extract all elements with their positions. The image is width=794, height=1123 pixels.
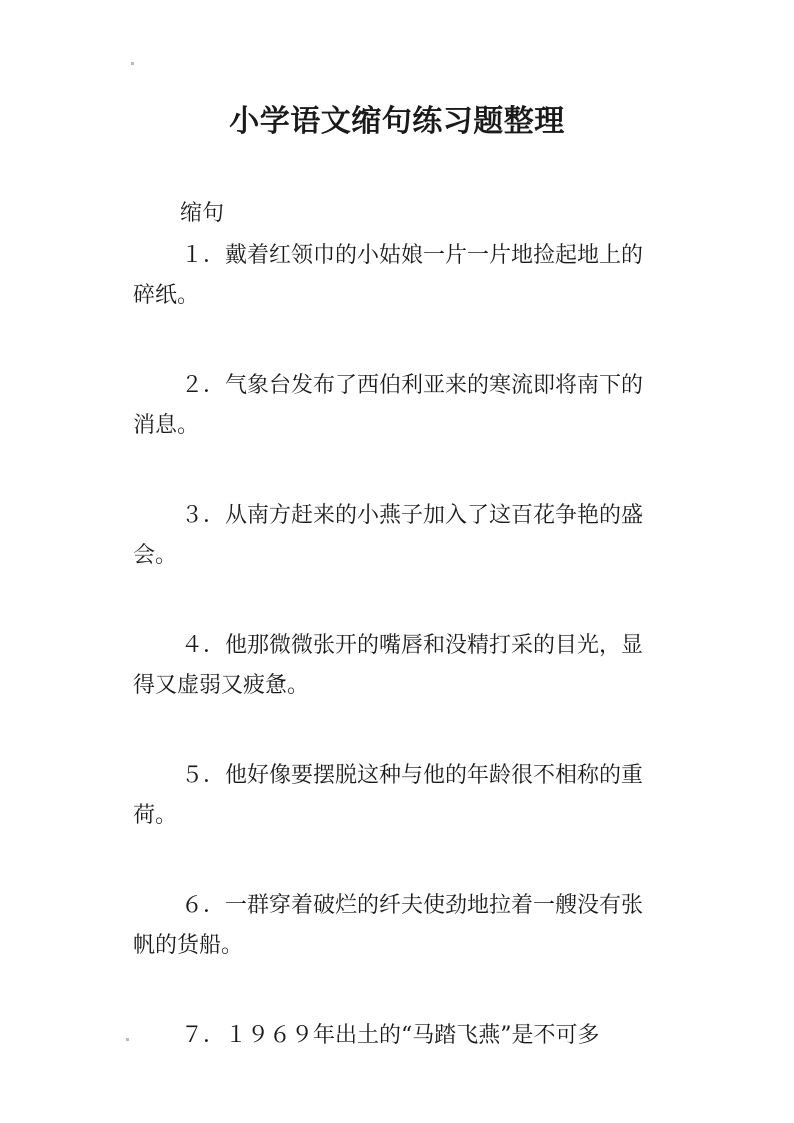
- question-item: ４．他那微微张开的嘴唇和没精打采的目光，显得又虚弱又疲惫。: [133, 633, 644, 698]
- question-item: ６．一群穿着破烂的纤夫使劲地拉着一艘没有张帆的货船。: [133, 893, 644, 958]
- scan-mark-top: [131, 62, 134, 65]
- question-item: ２．气象台发布了西伯利亚来的寒流即将南下的消息。: [133, 373, 644, 438]
- question-item: １．戴着红领巾的小姑娘一片一片地捡起地上的碎纸。: [133, 243, 644, 308]
- question-list: [133, 236, 663, 1106]
- question-item: ３．从南方赶来的小燕子加入了这百花争艳的盛会。: [133, 503, 644, 568]
- scan-mark-bottom: [126, 1038, 129, 1041]
- section-label: 缩句: [180, 201, 225, 226]
- question-item: ７．１９６９年出土的“马踏飞燕”是不可多: [181, 1023, 600, 1048]
- question-item: ５．他好像要摆脱这种与他的年龄很不相称的重荷。: [133, 763, 644, 828]
- document-title: 小学语文缩句练习题整理: [229, 104, 565, 139]
